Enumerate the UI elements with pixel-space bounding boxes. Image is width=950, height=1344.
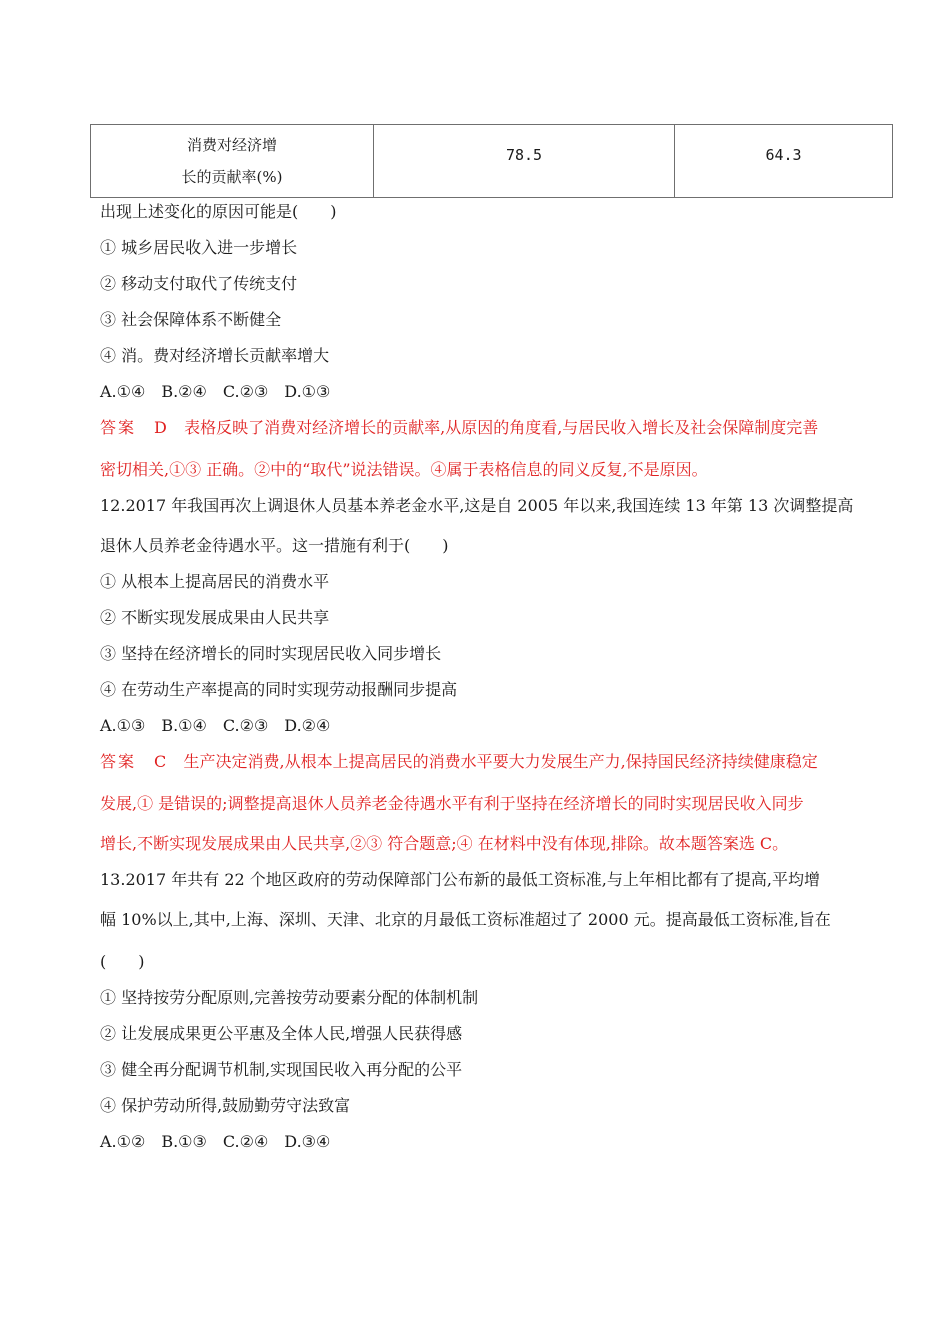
q12-answer-line-2: 发展,① 是错误的;调整提高退休人员养老金待遇水平有利于坚持在经济增长的同时实现居民收入同步 [100, 794, 804, 813]
q13-option-3: ③ 健全再分配调节机制,实现国民收入再分配的公平 [100, 1060, 463, 1079]
q11-choices: A.①④ B.②④ C.②③ D.①③ [100, 382, 331, 401]
q11-option-4: ④ 消。费对经济增长贡献率增大 [100, 346, 330, 365]
q11-answer-line-1 [100, 418, 818, 438]
q11-answer-label: 答案 D [100, 418, 169, 437]
q11-option-2: ② 移动支付取代了传统支付 [100, 274, 298, 293]
q11-option-1: ① 城乡居民收入进一步增长 [100, 238, 298, 257]
q11-option-3: ③ 社会保障体系不断健全 [100, 310, 282, 329]
q11-stem: 出现上述变化的原因可能是( ) [100, 202, 337, 221]
value-cell-a [374, 125, 675, 198]
q12-option-4: ④ 在劳动生产率提高的同时实现劳动报酬同步提高 [100, 680, 458, 699]
q13-option-1: ① 坚持按劳分配原则,完善按劳动要素分配的体制机制 [100, 988, 479, 1007]
q12-choices: A.①③ B.①④ C.②③ D.②④ [100, 716, 331, 735]
row-label-line-2: 长的贡献率(%) [181, 168, 283, 186]
q12-answer-text-1: 生产决定消费,从根本上提高居民的消费水平要大力发展生产力,保持国民经济持续健康稳定 [183, 752, 818, 771]
value-b: 64.3 [765, 146, 802, 164]
table-row [91, 125, 893, 198]
q13-option-4: ④ 保护劳动所得,鼓励勤劳守法致富 [100, 1096, 351, 1115]
q13-stem-line-1: 13.2017 年共有 22 个地区政府的劳动保障部门公布新的最低工资标准,与上年相比都有了提高,平均增 [100, 870, 820, 889]
q12-answer-line-3: 增长,不断实现发展成果由人民共享,②③ 符合题意;④ 在材料中没有体现,排除。故本题答案选 C。 [100, 834, 789, 853]
row-label-cell [91, 125, 374, 198]
q12-answer-line-1 [100, 752, 818, 772]
q12-option-2: ② 不断实现发展成果由人民共享 [100, 608, 330, 627]
q12-stem-line-1: 12.2017 年我国再次上调退休人员基本养老金水平,这是自 2005 年以来,我国连续 13 年第 13 次调整提高 [100, 496, 854, 515]
q12-option-1: ① 从根本上提高居民的消费水平 [100, 572, 330, 591]
q13-option-2: ② 让发展成果更公平惠及全体人民,增强人民获得感 [100, 1024, 463, 1043]
q12-stem-line-2: 退休人员养老金待遇水平。这一措施有利于( ) [100, 536, 449, 555]
consumption-contribution-table [90, 124, 893, 198]
value-cell-b [675, 125, 893, 198]
q13-choices: A.①② B.①③ C.②④ D.③④ [100, 1132, 331, 1151]
q13-stem-line-3: ( ) [100, 952, 145, 971]
q11-answer-text-1: 表格反映了消费对经济增长的贡献率,从原因的角度看,与居民收入增长及社会保障制度完善 [184, 418, 819, 437]
q11-answer-line-2: 密切相关,①③ 正确。②中的“取代”说法错误。④属于表格信息的同义反复,不是原因。 [100, 460, 708, 479]
q13-stem-line-2: 幅 10%以上,其中,上海、深圳、天津、北京的月最低工资标准超过了 2000 元。提高最低工资标准,旨在 [100, 910, 831, 929]
value-a: 78.5 [505, 146, 543, 164]
q12-option-3: ③ 坚持在经济增长的同时实现居民收入同步增长 [100, 644, 442, 663]
q12-answer-label: 答案 C [100, 752, 169, 771]
row-label-line-1: 消费对经济增 [186, 136, 277, 154]
